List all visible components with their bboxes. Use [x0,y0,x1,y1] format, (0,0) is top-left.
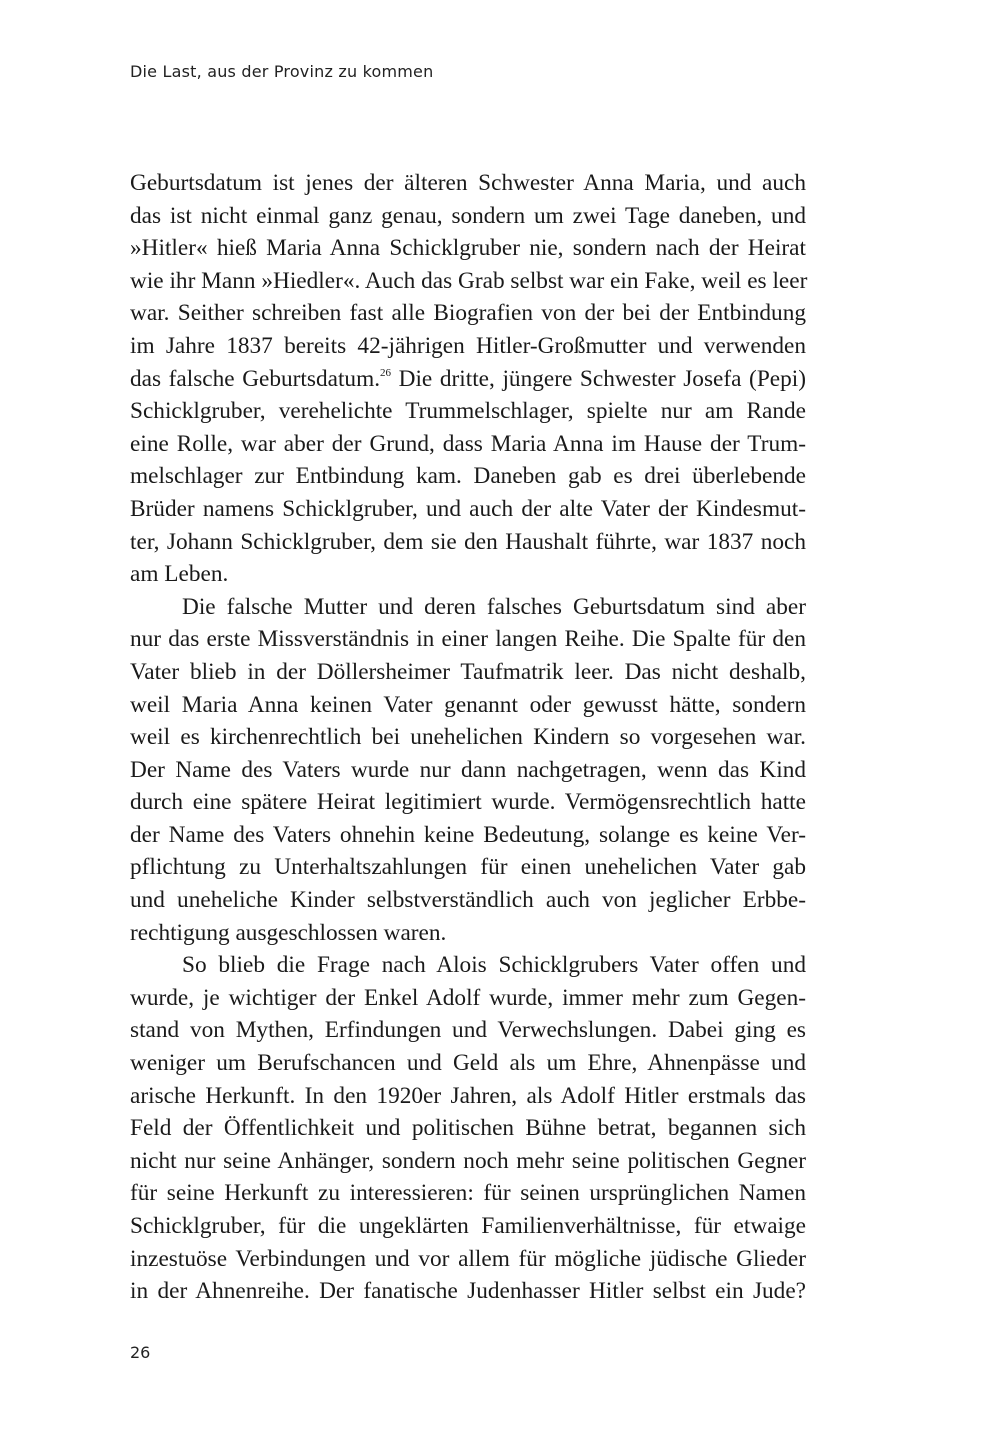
text-line [130,1177,806,1210]
line-text: wie ihr Mann »Hiedler«. Auch das Grab selbst war ein Fake, weil es leer [130,267,808,294]
text-line [130,526,806,559]
text-line [130,1014,806,1047]
text-line [130,1112,806,1145]
text-line [130,786,806,819]
text-line [130,917,806,950]
text-line [130,721,806,754]
text-line [130,1210,806,1243]
text-line [130,167,806,200]
page-number: 26 [130,1343,151,1362]
line-text: Geburtsdatum ist jenes der älteren Schwester Anna Maria, und auch [130,170,806,196]
text-line [130,982,806,1015]
line-text: nur das erste Missverständnis in einer langen Reihe. Die Spalte für den [130,626,806,653]
text-line [130,297,806,330]
line-text: Die falsche Mutter und deren falsches Geburtsdatum sind aber [182,593,806,620]
text-line [130,460,806,493]
text-line [130,754,806,787]
line-text: inzestuöse Verbindungen und vor allem für mögliche jüdische Glieder [130,1245,806,1272]
paragraph [130,167,806,591]
text-line [130,363,806,396]
line-text: weil Maria Anna keinen Vater genannt oder gewusst hätte, sondern [130,691,806,718]
text-line [130,1243,806,1276]
text-line [130,428,806,461]
line-text: der Name des Vaters ohnehin keine Bedeutung, solange es keine Ver- [130,821,806,848]
text-line [130,819,806,852]
paragraph [130,591,806,950]
line-text: nicht nur seine Anhänger, sondern noch mehr seine politischen Gegner [130,1147,806,1174]
line-text: ter, Johann Schicklgruber, dem sie den Haushalt führte, war 1837 noch [130,528,806,555]
line-text: melschlager zur Entbindung kam. Daneben gab es drei überlebende [130,463,806,490]
running-head: Die Last, aus der Provinz zu kommen [130,62,434,81]
body-text [130,167,806,1308]
text-line [130,265,806,298]
line-text: Schicklgruber, für die ungeklärten Familienverhältnisse, für etwaige [130,1213,806,1239]
line-text: Brüder namens Schicklgruber, und auch der alte Vater der Kindesmut- [130,495,806,522]
line-text: das ist nicht einmal ganz genau, sondern um zwei Tage daneben, und [130,202,806,229]
line-text: weniger um Berufschancen und Geld als um Ehre, Ahnenpässe und [130,1050,806,1077]
line-text: für seine Herkunft zu interessieren: für seinen ursprünglichen Namen [130,1180,806,1207]
text-line [130,330,806,363]
line-text: weil es kirchenrechtlich bei unehelichen Kindern so vorgesehen war. [130,724,806,751]
text-line [130,884,806,917]
paragraph [130,949,806,1308]
text-line [130,232,806,265]
text-line [130,1275,806,1308]
text-line [130,623,806,656]
line-text: und uneheliche Kinder selbstverständlich auch von jeglicher Erbbe- [130,887,806,914]
line-text: am Leben. [130,561,229,588]
line-text: in der Ahnenreihe. Der fanatische Judenhasser Hitler selbst ein Jude? [130,1278,806,1305]
line-text: eine Rolle, war aber der Grund, dass Maria Anna im Hause der Trum- [130,430,806,457]
line-text: das falsche Geburtsdatum. [130,365,381,392]
text-line [130,591,806,624]
text-line [130,656,806,689]
line-text: Vater blieb in der Döllersheimer Taufmatrik leer. Das nicht deshalb, [130,658,806,685]
text-line [130,395,806,428]
line-text: rechtigung ausgeschlossen waren. [130,919,447,946]
line-text: Feld der Öffentlichkeit und politischen Bühne betrat, begannen sich [130,1115,806,1142]
footnote-marker[interactable]: 26 [380,366,392,379]
line-text: wurde, je wichtiger der Enkel Adolf wurde, immer mehr zum Gegen- [130,984,806,1011]
line-text: So blieb die Frage nach Alois Schicklgrubers Vater offen und [182,952,806,979]
text-line [130,851,806,884]
line-text: Schicklgruber, verehelichte Trummelschlager, spielte nur am Rande [130,398,806,425]
text-line [130,200,806,233]
text-line [130,1080,806,1113]
line-text: im Jahre 1837 bereits 42-jährigen Hitler-Großmutter und verwenden [130,332,806,359]
text-line [130,1145,806,1178]
text-line [130,1047,806,1080]
line-text: pflichtung zu Unterhaltszahlungen für einen unehelichen Vater gab [130,854,806,881]
line-text: stand von Mythen, Erfindungen und Verwechslungen. Dabei ging es [130,1017,806,1044]
text-line [130,689,806,722]
line-text: arische Herkunft. In den 1920er Jahren, als Adolf Hitler erstmals das [130,1082,806,1109]
line-text: Der Name des Vaters wurde nur dann nachgetragen, wenn das Kind [130,756,806,783]
text-line [130,558,806,591]
line-text: »Hitler« hieß Maria Anna Schicklgruber nie, sondern nach der Heirat [130,235,806,262]
text-line [130,949,806,982]
line-text: war. Seither schreiben fast alle Biografien von der bei der Entbindung [130,300,806,327]
line-text: durch eine spätere Heirat legitimiert wurde. Vermögensrechtlich hatte [130,789,806,816]
text-line [130,493,806,526]
line-text-continued: Die dritte, jüngere Schwester Josefa (Pepi) [391,365,806,392]
